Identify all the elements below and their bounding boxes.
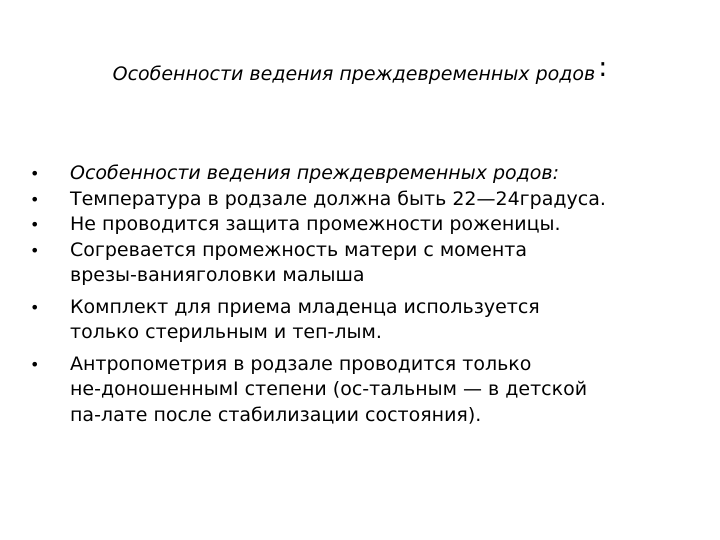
list-item	[30, 352, 700, 429]
slide-title-colon: :	[598, 52, 608, 83]
list-item	[30, 212, 700, 238]
bullet-dot-icon: •	[30, 240, 40, 260]
bullet-line: Особенности ведения преждевременных родов:	[70, 162, 560, 184]
bullet-line: па-лате после стабилизации состояния).	[70, 403, 482, 426]
bullet-list	[30, 161, 700, 428]
bullet-text	[70, 295, 700, 346]
bullet-line-part: степени (ос-тальным — в детской	[238, 378, 588, 400]
bullet-line: только стерильным и теп-лым.	[70, 321, 382, 343]
bullet-dot-icon: •	[30, 354, 40, 374]
bullet-line: Согревается промежность матери с момента	[70, 238, 527, 261]
list-item	[30, 295, 700, 346]
roman-numeral: I	[233, 378, 239, 400]
bullet-text	[70, 352, 700, 429]
bullet-text	[70, 238, 700, 289]
bullet-dot-icon: •	[30, 297, 40, 317]
bullet-dot-icon: •	[30, 215, 40, 234]
list-item	[30, 187, 700, 213]
bullet-line: Температура в родзале должна быть 22—24градуса.	[70, 187, 606, 210]
bullet-line: Антропометрия в родзале проводится только	[70, 352, 532, 375]
bullet-dot-icon: •	[30, 164, 40, 183]
bullet-line: Комплект для приема младенца используется	[70, 295, 540, 318]
slide-title	[0, 54, 720, 88]
bullet-line: Не проводится защита промежности роженицы.	[70, 213, 561, 235]
list-item	[30, 238, 700, 289]
slide-title-text: Особенности ведения преждевременных родов	[112, 63, 596, 85]
bullet-line	[70, 377, 700, 403]
bullet-line: врезы-ванияголовки малыша	[70, 264, 365, 286]
bullet-text	[70, 212, 700, 238]
bullet-dot-icon: •	[30, 189, 40, 209]
bullet-line-part: не-доношенным	[70, 378, 234, 400]
bullet-text	[70, 187, 700, 213]
bullet-text	[70, 161, 700, 187]
list-item	[30, 161, 700, 187]
